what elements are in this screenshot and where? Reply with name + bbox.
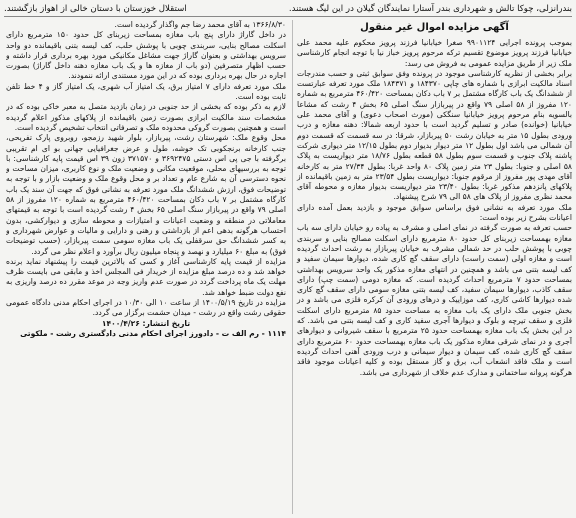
paragraph: حسب تعرفه به صورت گرفته در نمای اصلی و مشرف به پیاده رو خیابان دارای سه باب مغازه بهمساحت زیربنای کل حدود ۸۰ مترمربع دارای اسکلت مصالح بنایی و سربندی چوبی با پوشش حلب در حد شمالی مشرف به خیابان پیربازار به رشت احداث گردیده است و مغازه اولی (سمت راست) دارای سقف گچ کاری شده، دیوارها سیمان سفید و کف لیسه بتنی می باشد و همچنین در انتهای مغازه مذکور یک واحد سرویس بهداشتی بمساحت حدود ۷ مترمربع احداث گردیده است. که مغازه دومی (سمت چپ) دارای سقف کاذب، دیوارها سیمان سفید، کف لیسه بتنی مغازه سومی دارای سقف گچ کاری شده دیوارها کاشی کاری، کف موزاییک و درهای ورودی آن کرکره فلزی می باشد و در بخش جنوبی ملک دارای یک باب مغازه به مساحت حدود ۸۵ مترمربع دارای اسکلت فلزی و سقف تیرچه و بلوک و دیوارها آجری سفید کاری و کف لیسه بتنی می باشد. که در این بخش یک باب مغازه بهمساحت حدود ۲۵ مترمربع با سقف شیروانی و دیوارهای آجری و در نمای شرقی مغازه مذکور یک باب مغازه بهمساحت حدود ۶۰ مترمربع دارای سقف گچ کاری شده، کف سیمان و دیوار سیمانی و درب ورودی آهنی احداث گردیده است و ملک فاقد انشعاب آب، برق و گاز مستقل بوده و کلیه اعیانات موجود فاقد هرگونه پروانه ساختمانی و مدارک عدم خلاف از شهرداری می باشد. [297, 223, 572, 377]
header-right-fragment: بندرانزلی، چوکا تالش و شهرداری بندر آستارا نمایندگان گیلان در این لیگ هستند. [288, 4, 572, 14]
paragraph: ملک مورد تعرفه به نشانی فوق براساس سوابق موجود و بازدید بعمل آمده دارای اعیانات بشرح زیر بوده است: [297, 202, 572, 223]
paragraph: محل وقوع ملک: شهرستان رشت، پیربازار، بلوار شهید رزمجو، روبروی پارک تفریحی، جنب کارخانه برنجکوبی تک خوشه، طول و عرض جغرافیایی جهانی بو ای ام تقریبی برگرفته با جی پی اس دستی ۳۶۹۲۴۷۵ و ۳۷۱۵۷۰ زون ۳۹ اس قیمت پایه کارشناسی: با توجه به بررسیهای محلی، موقعیت مکانی و وضعیت ملک و نوع کاربری، میزان مساحت و نحوه دسترسی آن به شارع عام و تعداد بر و محل وقوع ملک و وضعیت بازار و با توجه به توضیحات فوق، ارزش ششدانگ ملک مورد تعرفه به نشانی فوق که جهت آن سند یک باب کارگاه مشتمل بر ۷ باب دکان بمساحت ۴۶۰/۴۲۰ مترمربع به شماره ۱۲۰ مفروز از ۵۸ اصلی ۷۹ واقع در پیربازار سنگ اصلی ۶۵ بخش ۴ رشت گردیده است با توجه به قیمتهای معاملاتی در منطقه و وضعیت اعیانات و امتیازات و محوطه سازی و دیوارکشی، بدون احتساب هرگونه بدهی اعم از بازداشتی و رهنی و دارایی و مالیات و عوارض شهرداری و به کسر ششدانگ حق سرقفلی یک باب مغازه سومی سمت پیربازار، (حسب توضیحات فوق) به مبلغ ۶۰ میلیارد و نهصد و پنجاه میلیون ریال برآورد و اعلام نظر می گردد. [6, 133, 286, 256]
paragraph: در داخل گاراژ دارای پنج باب مغازه بمساحت زیربنای کل حدود ۱۵۰ مترمربع دارای اسکلت مصالح بنایی، سربندی چوبی با پوشش حلب، کف لیسه بتنی باقیمانده دو واحد سرویس بهداشتی و بعنوان گاراژ جهت مشاغل مکانیکی مورد بهره برداری قرار داشته و حسب اظهار متصرفین (دو باب از مغازه ها و یک باب مغازه دهنه داخل گاراژ) بصورت اجاره در حال بهره برداری بوده که در این مورد مستندی ارائه ننمودند. [6, 30, 286, 81]
header-strip [4, 2, 572, 17]
paragraph: لازم به ذکر بوده که بخشی از حد جنوبی در زمان بازدید متصل به معبر خاکی بوده که در مشخصات سند مالکیت ابرازی بصورت زمین باقیمانده از پلاکهای مذکور اعلام گردیده است و همچنین بصورت گروکی محدوده ملک و تصرفاتی انتخاب تشخیص گردیده است. [6, 102, 286, 132]
notice-title: آگهی مزایده اموال غیر منقول [360, 22, 509, 33]
header-left-fragment: استقلال خوزستان با دستان خالی از اهواز بازگشتند. [4, 4, 187, 14]
notice-columns [4, 20, 572, 514]
paragraph: برابر بخشی از نظریه کارشناسی موجود در پرونده وفق سوابق ثبتی و حسب مندرجات اسناد مالکیت ابرازی با شماره های چاپی ۱۸۴۳۷۰ و ۱۸۴۳۷۱ ملک مورد تعرفه عبارتست از ششدانگ یک باب کارگاه مشتمل بر ۷ باب دکان بمساحت ۴۶۰/۴۲۰ مترمربع به شماره ۱۲۰ مفروز از ۵۸ اصلی ۷۹ واقع در پیربازار سنگ اصلی ۶۵ بخش ۴ رشت که مشاعا بالسویه بنام مرحوم پرویز خیابانیا سنگکی (مورث اصحاب دعوی) و آقای محمد علی خیابانیا (خوانده) صادر و تسلیم گردید است با حدود اربعه شمالا: دهنه مغازه و درب ورودی بطول ۱۵ متر به خیابان رشت ۵۰ پیربازار، شرقا: در سه قسمت که قسمت دوم آن شمالی می باشد اول بطول ۱۲ متر دیوار بدیوار دوم بطول ۱۲/۱۵ متر دیواری شرکت پاشنه پلاک جنوب و قسمت سوم بطول ۵۸ قطعه بطول ۱۸/۷۶ متر دیواریست به پلاک ۵۸ اصلی و جنوبا: بطول ۲۳ متر زمین پلاک ۸۰ واحد غربا: بطول ۲۷/۳۴ متر به کارخانه آقای مهدی پور مفروز از مرقوم جنوبا: دیواریست بطول ۲۳/۵۴ متر به زمین باقیمانده از پلاکهای پانزدهم مذکور غربا: بطول ۲۳/۴۰ متر دیواریست بدیوار مغازه و محوطه آقای محمد نظری مفروز از پلاک های ۵۸ الی ۷۹ شرح پیشنهاد. [297, 68, 572, 202]
paragraph: مزایده از قیمت پایه کارشناسی آغاز و کسی که بالاترین قیمت را پیشنهاد نماید برنده خواهد شد و ده درصد مبلغ مزایده از خریدار فی المجلس اخذ و مابقی می بایست ظرف مهلت یک ماه پرداخت گردد در صورت عدم واریز وجه در موعد مقرر ده درصد واریزی به نفع دولت ضبط خواهد شد. [6, 256, 286, 297]
left-column [6, 20, 286, 514]
signature: ۱۱۱۴ - رم الف ت - دادورز اجرای احکام مدنی دادگستری رشت - ملکوتی [20, 328, 286, 338]
right-column [292, 20, 572, 514]
paragraph: بموجب پرونده اجرایی ۹۹۰۱۱۲۴ صغرا خیابانیا فرزند پرویز محکوم علیه محمد علی خیابانیا فرزند پرویز موضوع تقسیم ترکه مرحوم پرویز خباز نیا با توجه انجام کارشناسی ملک زیر از طریق مزایده عمومی به فروش می رسد: [297, 38, 572, 68]
publish-date: تاریخ انتشار: ۱۴۰۰/۴/۲۶ [101, 318, 191, 328]
paragraph: ملک مورد تعرفه دارای ۷ امتیاز برق، یک امتیاز آب شهری، یک امتیاز گاز و ۴ خط تلفن ثابت بوده است. [6, 81, 286, 102]
auction-time: مزایده در تاریخ ۱۴۰۰/۵/۱۹ از ساعت ۱۰ الی ۱۰/۳۰ در اجرای احکام مدنی دادگاه عمومی حقوقی رشت واقع در رشت - میدان حشمت برگزار می گردد. [6, 298, 286, 318]
paragraph: ۱۳۶۶/۸/۳۰ به آقای محمد رضا جم واگذار گردیده است. [114, 20, 286, 29]
